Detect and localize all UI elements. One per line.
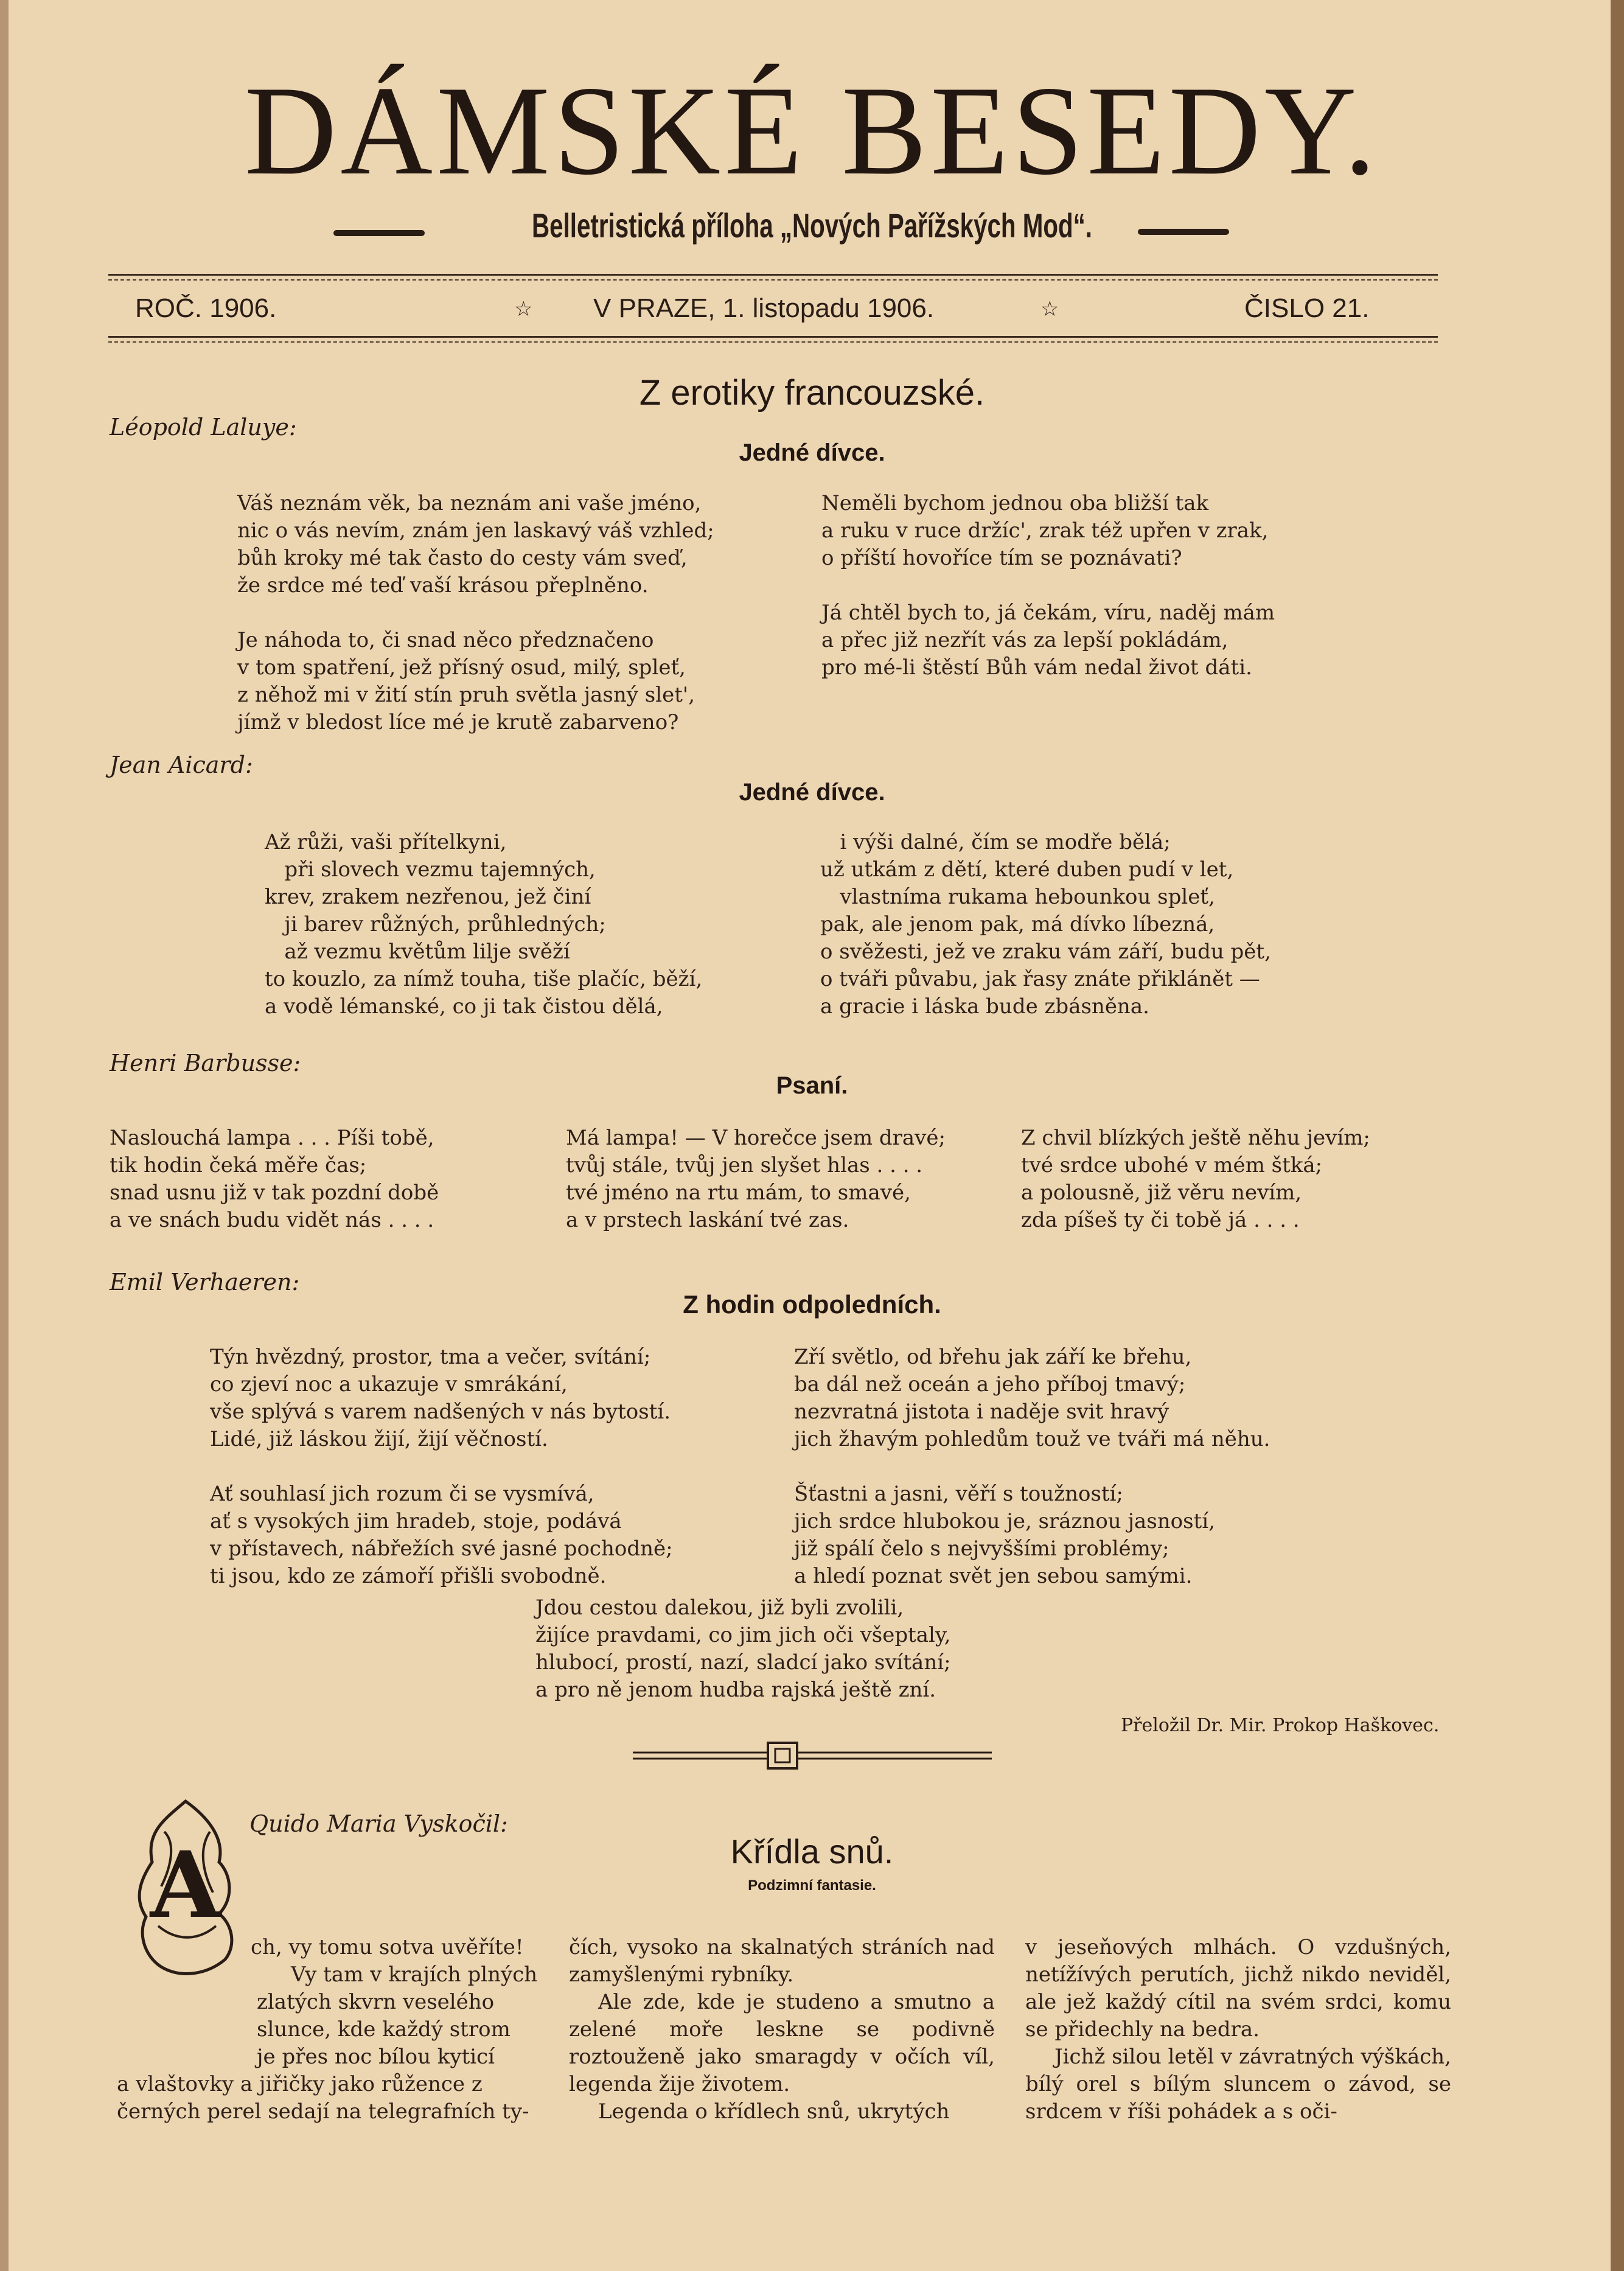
poem-barbusse-col1: Naslouchá lampa . . . Píši tobě, tik hodin čeká měře čas; snad usnu již v tak pozdní době a ve snách budu vidět nás . . . . (110, 1126, 439, 1232)
translator-credit: Přeložil Dr. Mir. Prokop Haškovec. (1121, 1715, 1440, 1736)
drop-cap-letter: A (150, 1832, 221, 1939)
masthead-title: DÁMSKÉ BESEDY. (244, 60, 1380, 201)
issue-star-left: ☆ (514, 298, 533, 321)
poem-title-verhaeren: Z hodin odpoledních. (683, 1290, 941, 1319)
story-col2 (569, 1934, 995, 2126)
author-laluye: Léopold Laluye: (110, 414, 297, 441)
ornamental-drop-cap (128, 1795, 243, 1978)
story-line: zlatých skvrn veselého (257, 1990, 495, 2014)
story-col1-indented (257, 1989, 540, 2071)
issue-number: ČISLO 21. (1244, 293, 1370, 323)
story-paragraph: Jichž silou letěl v závratných výškách, bílý orel s bílým sluncem o závod, se srdcem v říši pohádek a s oči- (1025, 2045, 1451, 2124)
issue-place-date: V PRAZE, 1. listopadu 1906. (593, 293, 935, 323)
page-right-edge (1611, 0, 1624, 2271)
poem-title-laluye: Jedné dívce. (739, 439, 885, 466)
section-divider-ornament (633, 1740, 992, 1771)
poem-aicard-left: Až růži, vaši přítelkyni, při slovech vezmu tajemných, krev, zrakem nezřenou, jež činí ji barev růžných, průhledných; až vezmu květům lilje svěží to kouzlo, za nímž touha, tiše plačíc, běží, a vodě lémanské, co ji tak čistou dělá, (265, 830, 703, 1019)
story-line: černých perel sedají na telegrafních ty- (117, 2099, 529, 2124)
story-paragraph: Ale zde, kde je studeno a smutno a zelené moře leskne se podivně roztouženě jako smaragdy v očích víl, legenda žije životem. (569, 1990, 995, 2096)
story-subtitle: Podzimní fantasie. (748, 1877, 876, 1894)
story-col1-bottom (117, 2071, 540, 2126)
poem-verhaeren-center: Jdou cestou dalekou, již byli zvolili, žijíce pravdami, co jim jich oči všeptaly, hlubocí, prostí, nazí, sladcí jako svítání; a pro ně jenom hudba rajská ještě zní. (535, 1596, 951, 1702)
top-rule (108, 274, 1438, 281)
issue-bottom-rule (108, 336, 1438, 343)
author-barbusse: Henri Barbusse: (110, 1050, 301, 1076)
poem-barbusse-col3: Z chvil blízkých ještě něhu jevím; tvé srdce ubohé v mém štká; a polousně, již věru nevím, zda píšeš ty či tobě já . . . . (1021, 1126, 1370, 1232)
subtitle-right-ornament (1138, 229, 1229, 235)
poem-laluye-left: Váš neznám věk, ba neznám ani vaše jméno, nic o vás nevím, znám jen laskavý váš vzhled; bůh kroky mé tak často do cesty vám sveď, že srdce mé teď vaší krásou přeplněno. Je náhoda to, či snad něco předznačeno v tom spatření, jež přísný osud, milý, spleť, z něhož mi v žití stín pruh světla jasný slet', jímž v bledost líce mé je krutě zabarveno? (237, 491, 714, 734)
story-paragraph: v jeseňových mlhách. O vzdušných, netížívých perutích, jichž nikdo neviděl, ale jež každý cítil na svém srdci, komu se přidechly na bedra. (1025, 1935, 1451, 2042)
story-title: Křídla snů. (730, 1832, 894, 1871)
story-col1-top (251, 1934, 540, 1989)
story-line: Vy tam v krajích plných (291, 1962, 538, 1987)
author-vyskocil: Quido Maria Vyskočil: (249, 1810, 508, 1837)
poem-laluye-right: Neměli bychom jednou oba bližší tak a ruku v ruce držíc', zrak též upřen v zrak, o příští hovoříce tím se poznávati? Já chtěl bych to, já čekám, víru, naděj mám a přec již nezřít vás za lepší pokládám, pro mé-li štěstí Bůh vám nedal život dáti. (821, 491, 1275, 680)
issue-year: ROČ. 1906. (135, 293, 277, 323)
page-left-edge (0, 0, 9, 2271)
story-paragraph: čích, vysoko na skalnatých stráních nad zamyšlenými rybníky. (569, 1935, 995, 1987)
poem-verhaeren-left: Týn hvězdný, prostor, tma a večer, svítání; co zjeví noc a ukazuje v smrákání, vše splývá s varem nadšených v nás bytostí. Lidé, již láskou žijí, žijí věčností. Ať souhlasí jich rozum či se vysmívá, ať s vysokých jim hradeb, stoje, podává v přístavech, nábřežích své jasné pochodně; ti jsou, kdo ze zámoří přišli svobodně. (210, 1345, 673, 1588)
author-verhaeren: Emil Verhaeren: (110, 1269, 300, 1296)
story-line: je přes noc bílou kyticí (257, 2045, 495, 2069)
story-line: ch, vy tomu sotva uvěříte! (251, 1935, 524, 1959)
poem-title-aicard: Jedné dívce. (739, 779, 885, 806)
story-col3 (1025, 1934, 1451, 2126)
section-title: Z erotiky francouzské. (639, 373, 985, 413)
issue-star-right: ☆ (1040, 298, 1059, 321)
poem-aicard-right: i výši dalné, čím se modře bělá; už utkám z dětí, které duben pudí v let, vlastníma rukama hebounkou spleť, pak, ale jenom pak, má dívko líbezná, o svěžesti, jež ve zraku vám září, budu pět, o tváři půvabu, jak řasy znáte přiklánět — a gracie i láska bude zbásněna. (820, 830, 1271, 1019)
poem-title-barbusse: Psaní. (776, 1072, 848, 1099)
story-paragraph: Legenda o křídlech snů, ukrytých (598, 2099, 950, 2124)
masthead-subtitle: Belletristická příloha „Nových Pařížských Mod“. (532, 206, 1092, 245)
author-aicard: Jean Aicard: (110, 752, 253, 778)
poem-verhaeren-right: Zří světlo, od břehu jak září ke břehu, ba dál než oceán a jeho příboj tmavý; nezvratná jistota i naděje svit hravý jich žhavým pohledům touž ve tváři má něhu. Šťastni a jasni, věří s toužností; jich srdce hlubokou je, sráznou jasností, již spálí čelo s nejvyššími problémy; a hledí poznat svět jen sebou samými. (794, 1345, 1270, 1588)
story-line: a vlaštovky a jiřičky jako růžence z (117, 2072, 483, 2096)
poem-barbusse-col2: Má lampa! — V horečce jsem dravé; tvůj stále, tvůj jen slyšet hlas . . . . tvé jméno na rtu mám, to smavé, a v prstech laskání tvé zas. (566, 1126, 946, 1232)
story-line: slunce, kde každý strom (257, 2017, 511, 2042)
